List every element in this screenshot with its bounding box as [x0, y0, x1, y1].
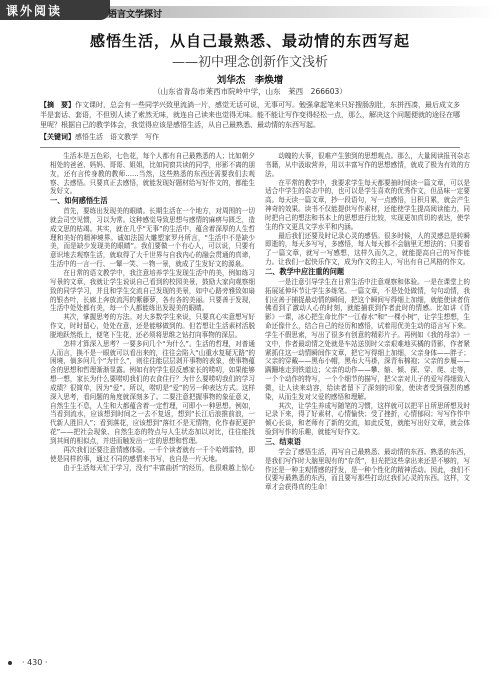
article-title: 感悟生活，从自己最熟悉、最动情的东西写起: [89, 32, 410, 50]
abstract-label: 【摘 要】: [40, 101, 75, 109]
body-paragraph: 首先，要练出发现美的眼睛。长期生活在一个地方，对周围的一切就会司空见惯，习以为常。这种感觉导致思想与感情的麻痹与匮乏，造成文思的枯竭。其实，就在几乎“无事”的生活中，蕴含着深厚的人生哲理和美好的精神境界。诚如法国大雕塑家罗丹所言，“生活中不是缺少美，而是缺少发现美的眼睛”。我们要做一个有心人，可以说，只要有意识地去观察生活，就取得了大千世界与自我内心的融会贯通的真谛，生活中的一言一行、一颦一笑、一物一景，就成了生发好文的源泉。: [50, 207, 255, 269]
keywords-text: 感悟生活 语文教学 写作: [75, 133, 159, 141]
body-paragraph: 学会了感悟生活，再写自己最熟悉、最动情的东西。熟悉的东西，是我们写作时大脑里现有的“存货”，但光把这些拿出来还是不够的，写作还是一种主观情感的抒发，是一种个性化的精神活动。因此，我们不仅要写最熟悉的东西，而且要写那些打动过我们心灵的东西。这样，文章才会获得真的生命！: [265, 447, 470, 492]
abstract: [40, 100, 460, 130]
section-heading: 二、教学中应注重的问题: [265, 266, 345, 276]
body-paragraph: 一是注意引导学生在日常生活中注意观察和体验。一是在课堂上的拓展延伸环节让学生多练笔。一篇文章，不是处处做情，句句动情，我们应善于捕捉最动情的瞬间，把这个瞬间写得细上加细，就能使读者仿佛看到了激动人心的时刻，就能捕获到作者此时的情感。比如讲《背影》一课，冰心把生命比作“一江春水”和“一棵小树”，让学生想想，生命还像什么，结合自己的经历和感悟，试着用优美生动的语言写下来。学生不假思索，写出了很多有创意的精彩片子。再例如《我的母亲》一文中，作者最动情之处就是车站送别时父亲艰难地买橘的背影，作者紧紧抓住这一动情瞬间作文章，把它写得细上加细，父亲身体——胖子；父亲的穿戴——黑布小帽，黑布大马褂，深青布棉袍；父亲的步履——蹒跚地走到铁道边；父亲的动作——攀、缩、倾、探、穿、爬、走等，一个个动作的特写，一个个细节的描写，把父亲对儿子的爱写得细致入微，让人读来动容，给读者留下了深刻的印象，使读者受到强烈的感染，从而生发对父爱的感悟和理解。: [265, 277, 470, 401]
section-heading: 一、如何感悟生活: [50, 196, 108, 206]
author-affiliation: （山东省青岛市莱西市院岭中学，山东 莱西 266603）: [153, 87, 347, 96]
body-paragraph: 再次我们还要注意情感体验。一千个读者就有一千个哈姆雷特，即使是同样的事，通过不同的感情来书写，也自是一片天地。: [50, 445, 255, 463]
keywords-label: 【关键词】: [40, 133, 75, 141]
abstract-block: [40, 100, 460, 142]
footer-bullet: [8, 661, 12, 665]
article-authors: 刘华杰 李焕增: [216, 75, 284, 86]
body-paragraph: 在日常的语文教学中，我注意培养学生发现生活中的美，例如练习写景的文章，我就让学生说说自己看到的校园美景，鼓励大家向观察细致的同学学习，并且和学生交流自己发现的美景，如中心路旁雅致如扇的银杏叶，长廊上奔放流泻的紫藤萝，各有各的美丽。只要善于发现，生活中处处都有美，每一个人都能练出发现美的眼睛。: [50, 268, 255, 313]
column-name: 语言文学探讨: [108, 10, 163, 20]
abstract-text: 作文课时，总会有一些同学兴致里流淌一片，感觉无话可说，无事可写。勉强拿起笔来只好搜肠刮肚，东拼西凑，最后成文多半是套话、套语，不但别人读了索然无味，就连自己读来也觉得无味。能不能让写作变得轻松一点，那么，解决这个问题便就的途径在哪里呢？根据自己的教学体会，我觉得应该是感悟生活，从自己最熟悉、最动情的东西写起。: [40, 101, 460, 129]
page-number: 430: [27, 658, 43, 667]
body-paragraph: 最后我们还要及时记录心灵的感悟。很多时候，人的灵感总是转瞬即逝的，每天多写写，多感悟，每人每天都不会脑里无想法的；只要看了一篇文章，就写一写感想，这样久而久之，就能提高自己的写作能力。让我们一起快乐作文，成为作文的主人，写出有自己风格的作文。: [265, 231, 470, 267]
body-paragraph: 生活本是五色彩，七色花，每个人都有自己最熟悉的人；比如朝夕相处的爸爸、妈妈、哥哥、姐姐，比如同窗共读的同学，形影不离的朋友，还有言传身教的教师……当然，这些熟悉的东西还需要我们去观察、去感悟。只要真正去感悟，就能发现好题材给写好作文的，都能生发好文。: [50, 152, 255, 196]
article-subtitle: ——初中理念创新作文浅析: [171, 55, 328, 70]
journal-logo: 课外阅读: [6, 4, 63, 18]
body-right-column: [265, 152, 470, 492]
section-heading: 三、结束语: [265, 437, 301, 446]
body-paragraph: 动魄的大事，很难产生独到的思想观点。那么，大量阅读报刊杂志书籍，从中汲取营养，用以丰富写作的思想感情，就成了极为有效的方法。: [265, 152, 470, 178]
page-footer: · 430 ·: [22, 658, 48, 667]
body-paragraph: 其次，掌握思考的方法。对大多数学生来说，只要真心实意想写好作文，时时留心，处处在意，还是能够做到的。但若想让生活素材活脱脱地跃然纸上，便笔下生花，还必须将思维之钻打向事物的深层。: [50, 313, 255, 339]
page-header: [0, 0, 500, 22]
body-left-column: [50, 152, 255, 472]
body-paragraph: 怎样才算深入思考？一要多问几个“为什么”。生活的哲理，对普通人而言，换不是一眼就可以看出来的，往往会陷入“山重水复疑无路”的困境，倘多问几个“为什么”，则往往能层层剥开事物的表象，使事物蕴含的思想和哲理渐渐显露。例如有的学生很反感家长的唠叨，如果能够想一想，家长为什么要唠叨我们的衣食住行？为什么要唠叨我们的学习成绩？很简单，因为“爱”。所以，唠叨是“爱”的另一种表达方式。这样深入思考，看问题的角度就深刻多了。二要注意把握事物的象征意义，自然生生不息，人生和大都蕴含着一定哲理，可即小一种思想。例如，当看到流水，应该想到时间之一去不复返，想到“长江后浪推前浪，一代新人胜旧人”；看到落花，应该想到“落红不是无情物，化作春泥更护花”——把社会现象、自然生态的特点与人生状态加以对比，往往能找到其间的相似点，并进而触发出一定的思想和哲理。: [50, 339, 255, 445]
body-paragraph: 由于生活每天忙于学习，没有“丰富曲折”的经历，也很难越上惊心: [63, 463, 255, 472]
body-paragraph: 其次，让学生养成写随笔的习惯，这样就可以把平日所思所想及时记录下来，得了好素材，心情愉快；受了挫折，心情郁闷；写写作作中倾心长谈，和老师有了新的交流，如此反复，就能写出好文章，就会体验到写作的乐趣，就能写好作文。: [265, 401, 470, 437]
abstract-divider: [40, 147, 460, 148]
body-paragraph: 在平常的教学中，我要求学生每天都要抽时间读一篇文章，可以是适合中学生的杂志中的，也可以是学生喜欢的优秀作文，但品味一定要高。每天读一篇文章，抄一段语句，写一点感悟，日积月累，就会产生神奇的效果。读书不仅能提供写作素材，还能使学生提高阅读能力，同时把自己的想法和书本上的思想进行比较，实现更加真切的表达，使学生的作文更具文学水平和内涵。: [265, 178, 470, 231]
keywords: [40, 132, 460, 142]
